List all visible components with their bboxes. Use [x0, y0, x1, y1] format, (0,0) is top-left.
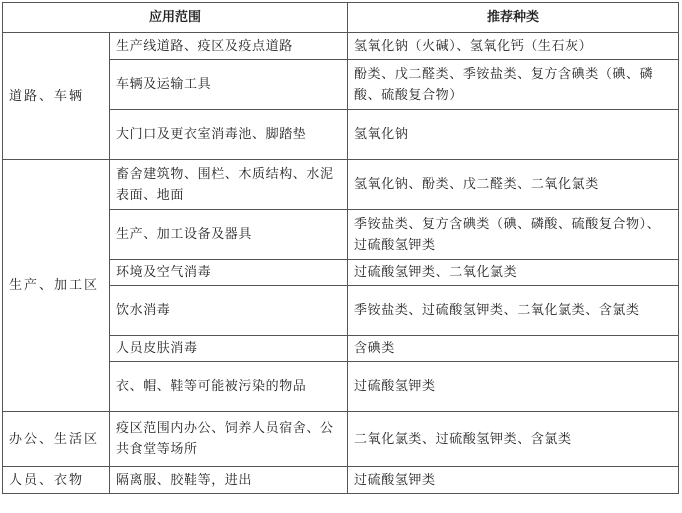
table-row	[3, 160, 679, 210]
header-scope: 应用范围	[3, 3, 348, 33]
category-cell: 道路、车辆	[3, 33, 110, 160]
kind-cell: 过硫酸氢钾类	[348, 467, 679, 494]
kind-cell: 过硫酸氢钾类、二氧化氯类	[348, 260, 679, 286]
kind-cell: 氢氧化钠、酚类、戊二醛类、二氧化氯类	[348, 160, 679, 210]
kind-cell: 过硫酸氢钾类	[348, 362, 679, 412]
header-row	[3, 3, 679, 33]
scope-cell: 饮水消毒	[110, 286, 348, 336]
scope-cell: 大门口及更衣室消毒池、脚踏垫	[110, 110, 348, 160]
scope-cell: 衣、帽、鞋等可能被污染的物品	[110, 362, 348, 412]
scope-cell: 隔离服、胶鞋等，进出	[110, 467, 348, 494]
category-cell: 人员、衣物	[3, 467, 110, 494]
kind-cell: 酚类、戊二醛类、季铵盐类、复方含碘类（碘、磷酸、硫酸复合物）	[348, 60, 679, 110]
category-cell: 生产、加工区	[3, 160, 110, 412]
scope-cell: 人员皮肤消毒	[110, 336, 348, 362]
kind-cell: 二氧化氯类、过硫酸氢钾类、含氯类	[348, 412, 679, 467]
kind-cell: 季铵盐类、复方含碘类（碘、磷酸、硫酸复合物）、过硫酸氢钾类	[348, 210, 679, 260]
scope-cell: 生产线道路、疫区及疫点道路	[110, 33, 348, 60]
scope-cell: 生产、加工设备及器具	[110, 210, 348, 260]
header-kind: 推荐种类	[348, 3, 679, 33]
kind-cell: 氢氧化钠（火碱）、氢氧化钙（生石灰）	[348, 33, 679, 60]
table-row	[3, 33, 679, 60]
table-row	[3, 467, 679, 494]
kind-cell: 氢氧化钠	[348, 110, 679, 160]
table-row	[3, 412, 679, 467]
disinfectant-table	[2, 2, 679, 494]
category-cell: 办公、生活区	[3, 412, 110, 467]
scope-cell: 疫区范围内办公、饲养人员宿舍、公共食堂等场所	[110, 412, 348, 467]
scope-cell: 环境及空气消毒	[110, 260, 348, 286]
scope-cell: 畜舍建筑物、围栏、木质结构、水泥表面、地面	[110, 160, 348, 210]
kind-cell: 季铵盐类、过硫酸氢钾类、二氧化氯类、含氯类	[348, 286, 679, 336]
kind-cell: 含碘类	[348, 336, 679, 362]
scope-cell: 车辆及运输工具	[110, 60, 348, 110]
